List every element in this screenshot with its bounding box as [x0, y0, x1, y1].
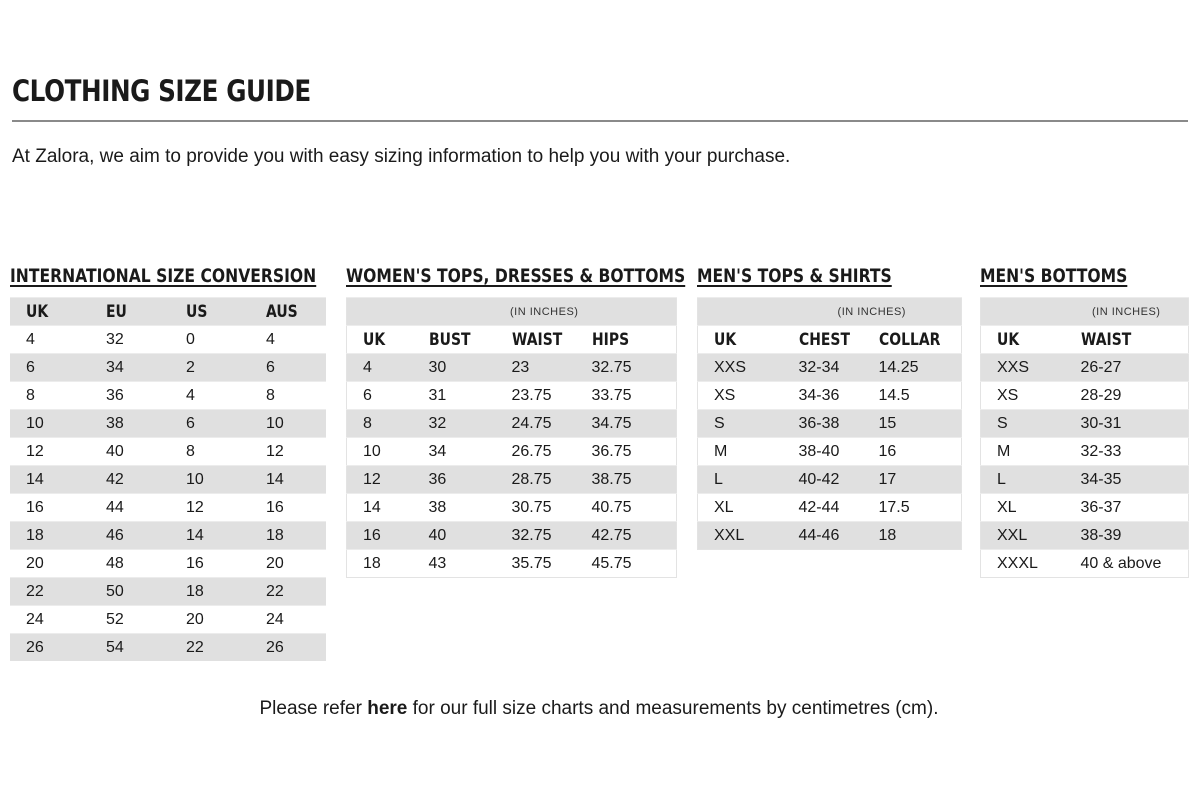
page-title: CLOTHING SIZE GUIDE: [12, 74, 311, 108]
table-cell: 48: [90, 550, 170, 578]
table-cell: 23: [496, 354, 576, 382]
table-cell: 6: [10, 354, 90, 382]
table-row: [698, 382, 962, 410]
table-cell: 22: [170, 634, 250, 662]
table-cell: 28.75: [496, 466, 576, 494]
table-cell: 38: [413, 494, 496, 522]
table-cell: 40: [413, 522, 496, 550]
table-row: [10, 606, 326, 634]
unit-label: (IN INCHES): [783, 298, 962, 326]
table-cell: 26: [250, 634, 326, 662]
header-row: [698, 326, 962, 354]
table-row: [10, 410, 326, 438]
table-cell: 16: [250, 494, 326, 522]
table-cell: 18: [863, 522, 962, 550]
table-cell: 4: [10, 326, 90, 354]
size-chart-link[interactable]: here: [367, 698, 408, 719]
table-cell: 36: [90, 382, 170, 410]
table-cell: 12: [347, 466, 413, 494]
table-row: [981, 354, 1189, 382]
table-cell: 10: [170, 466, 250, 494]
table-cell: 32: [413, 410, 496, 438]
column-header-label: UK: [363, 329, 386, 350]
table-cell: L: [981, 466, 1065, 494]
table-cell: 38: [90, 410, 170, 438]
table-cell: 44-46: [783, 522, 863, 550]
footer-note: [0, 698, 1198, 720]
table-cell: 14: [10, 466, 90, 494]
column-header: [698, 326, 783, 354]
table-cell: M: [981, 438, 1065, 466]
column-header-label: WAIST: [511, 329, 562, 350]
table-cell: XXS: [698, 354, 783, 382]
table-cell: XL: [698, 494, 783, 522]
table-cell: 54: [90, 634, 170, 662]
intl-size-table: [10, 297, 326, 661]
table-cell: 36: [413, 466, 496, 494]
table-cell: 0: [170, 326, 250, 354]
table-cell: 6: [347, 382, 413, 410]
unit-blank-cell: [347, 298, 413, 326]
column-header: [347, 326, 413, 354]
unit-blank-cell: [981, 298, 1065, 326]
table-cell: 30: [413, 354, 496, 382]
column-header-label: UK: [714, 329, 737, 350]
table-cell: 43: [413, 550, 496, 578]
table-cell: 14.25: [863, 354, 962, 382]
table-cell: 36-38: [783, 410, 863, 438]
table-cell: M: [698, 438, 783, 466]
women-size-table: [346, 297, 677, 578]
men-tops-section-title: MEN'S TOPS & SHIRTS: [697, 265, 892, 287]
table-cell: 6: [250, 354, 326, 382]
table-cell: 42.75: [576, 522, 677, 550]
intro-text: At Zalora, we aim to provide you with easy sizing information to help you with your purchase.: [12, 146, 791, 167]
table-row: [981, 522, 1189, 550]
table-cell: S: [698, 410, 783, 438]
table-cell: 4: [250, 326, 326, 354]
table-cell: 20: [250, 550, 326, 578]
women-section-title: WOMEN'S TOPS, DRESSES & BOTTOMS: [346, 265, 686, 287]
table-cell: 34-36: [783, 382, 863, 410]
table-cell: 40 & above: [1065, 550, 1189, 578]
table-cell: 32.75: [576, 354, 677, 382]
title-divider: [12, 120, 1188, 122]
table-cell: 31: [413, 382, 496, 410]
table-row: [10, 466, 326, 494]
table-cell: 38.75: [576, 466, 677, 494]
table-row: [981, 494, 1189, 522]
table-row: [981, 466, 1189, 494]
column-header: [90, 298, 170, 326]
table-cell: 18: [347, 550, 413, 578]
unit-blank-cell: [698, 298, 783, 326]
column-header: [10, 298, 90, 326]
table-cell: 12: [170, 494, 250, 522]
table-cell: 8: [10, 382, 90, 410]
table-cell: 17.5: [863, 494, 962, 522]
column-header-label: EU: [106, 301, 127, 322]
men-bottoms-section: [980, 265, 1189, 578]
table-row: [698, 466, 962, 494]
column-header-label: UK: [997, 329, 1020, 350]
men-tops-section: [697, 265, 962, 550]
table-cell: 22: [10, 578, 90, 606]
table-cell: 16: [347, 522, 413, 550]
table-row: [347, 522, 677, 550]
table-cell: 4: [170, 382, 250, 410]
table-row: [347, 550, 677, 578]
column-header: [863, 326, 962, 354]
footer-suffix: for our full size charts and measurements by centimetres (cm).: [407, 698, 939, 719]
table-cell: 12: [250, 438, 326, 466]
unit-row: [981, 298, 1189, 326]
table-cell: 30.75: [496, 494, 576, 522]
table-row: [698, 522, 962, 550]
header-row: [347, 326, 677, 354]
table-cell: XXL: [981, 522, 1065, 550]
men-bottoms-section-title: MEN'S BOTTOMS: [980, 265, 1128, 287]
column-header: [413, 326, 496, 354]
table-cell: XXL: [698, 522, 783, 550]
column-header: [496, 326, 576, 354]
table-cell: 46: [90, 522, 170, 550]
table-cell: XL: [981, 494, 1065, 522]
table-cell: 16: [10, 494, 90, 522]
table-cell: 32-33: [1065, 438, 1189, 466]
table-cell: 44: [90, 494, 170, 522]
intl-section: [10, 265, 386, 661]
table-cell: 34: [413, 438, 496, 466]
table-cell: 42-44: [783, 494, 863, 522]
table-cell: 40: [90, 438, 170, 466]
table-row: [10, 382, 326, 410]
table-cell: 14: [347, 494, 413, 522]
table-row: [10, 438, 326, 466]
table-cell: 35.75: [496, 550, 576, 578]
table-row: [981, 438, 1189, 466]
column-header: [1065, 326, 1189, 354]
table-row: [981, 550, 1189, 578]
table-cell: 2: [170, 354, 250, 382]
column-header: [783, 326, 863, 354]
header-row: [10, 298, 326, 326]
table-row: [10, 326, 326, 354]
column-header: [170, 298, 250, 326]
column-header-label: AUS: [266, 301, 298, 322]
header-row: [981, 326, 1189, 354]
table-cell: 45.75: [576, 550, 677, 578]
table-cell: 15: [863, 410, 962, 438]
table-cell: 10: [250, 410, 326, 438]
table-cell: 38-39: [1065, 522, 1189, 550]
unit-label: (IN INCHES): [1065, 298, 1189, 326]
table-row: [347, 354, 677, 382]
column-header: [981, 326, 1065, 354]
table-cell: 34-35: [1065, 466, 1189, 494]
table-row: [347, 438, 677, 466]
table-cell: 8: [170, 438, 250, 466]
men-bottoms-size-table: [980, 297, 1189, 578]
table-row: [698, 438, 962, 466]
table-cell: 6: [170, 410, 250, 438]
table-cell: L: [698, 466, 783, 494]
table-cell: 26.75: [496, 438, 576, 466]
table-cell: 24: [10, 606, 90, 634]
column-header: [576, 326, 677, 354]
table-cell: 40-42: [783, 466, 863, 494]
footer-prefix: Please refer: [259, 698, 368, 719]
table-cell: 32-34: [783, 354, 863, 382]
table-row: [10, 522, 326, 550]
table-cell: 23.75: [496, 382, 576, 410]
table-cell: 10: [347, 438, 413, 466]
table-row: [10, 578, 326, 606]
table-cell: 8: [250, 382, 326, 410]
table-cell: XXXL: [981, 550, 1065, 578]
table-cell: 50: [90, 578, 170, 606]
table-cell: 34: [90, 354, 170, 382]
table-row: [698, 354, 962, 382]
unit-label: (IN INCHES): [413, 298, 677, 326]
table-cell: 16: [863, 438, 962, 466]
column-header-label: WAIST: [1080, 329, 1131, 350]
table-cell: 42: [90, 466, 170, 494]
table-cell: 14: [170, 522, 250, 550]
table-cell: XS: [698, 382, 783, 410]
table-cell: 26-27: [1065, 354, 1189, 382]
table-cell: 18: [250, 522, 326, 550]
table-cell: 30-31: [1065, 410, 1189, 438]
table-row: [347, 382, 677, 410]
table-row: [10, 354, 326, 382]
table-cell: 36-37: [1065, 494, 1189, 522]
table-cell: 28-29: [1065, 382, 1189, 410]
table-cell: 10: [10, 410, 90, 438]
table-cell: XXS: [981, 354, 1065, 382]
column-header-label: CHEST: [798, 329, 850, 350]
table-cell: 4: [347, 354, 413, 382]
table-cell: 36.75: [576, 438, 677, 466]
table-cell: 34.75: [576, 410, 677, 438]
table-row: [347, 494, 677, 522]
unit-row: [347, 298, 677, 326]
table-row: [698, 410, 962, 438]
table-cell: S: [981, 410, 1065, 438]
table-row: [347, 466, 677, 494]
table-cell: 14: [250, 466, 326, 494]
table-cell: 22: [250, 578, 326, 606]
table-cell: 20: [10, 550, 90, 578]
table-cell: 32: [90, 326, 170, 354]
table-row: [10, 550, 326, 578]
unit-row: [698, 298, 962, 326]
table-cell: 52: [90, 606, 170, 634]
table-cell: 38-40: [783, 438, 863, 466]
table-row: [981, 382, 1189, 410]
table-cell: 32.75: [496, 522, 576, 550]
table-cell: 33.75: [576, 382, 677, 410]
intl-section-title: INTERNATIONAL SIZE CONVERSION: [10, 265, 317, 287]
men-tops-size-table: [697, 297, 962, 550]
table-cell: 40.75: [576, 494, 677, 522]
column-header: [250, 298, 326, 326]
table-row: [981, 410, 1189, 438]
table-cell: 18: [170, 578, 250, 606]
table-cell: XS: [981, 382, 1065, 410]
column-header-label: US: [186, 301, 208, 322]
table-cell: 8: [347, 410, 413, 438]
table-cell: 20: [170, 606, 250, 634]
table-cell: 24: [250, 606, 326, 634]
column-header-label: COLLAR: [878, 329, 940, 350]
column-header-label: BUST: [428, 329, 470, 350]
column-header-label: UK: [26, 301, 49, 322]
table-cell: 14.5: [863, 382, 962, 410]
table-cell: 16: [170, 550, 250, 578]
table-row: [10, 634, 326, 662]
table-cell: 24.75: [496, 410, 576, 438]
table-cell: 17: [863, 466, 962, 494]
table-row: [10, 494, 326, 522]
column-header-label: HIPS: [591, 329, 629, 350]
table-row: [347, 410, 677, 438]
table-cell: 12: [10, 438, 90, 466]
table-row: [698, 494, 962, 522]
table-cell: 18: [10, 522, 90, 550]
table-cell: 26: [10, 634, 90, 662]
